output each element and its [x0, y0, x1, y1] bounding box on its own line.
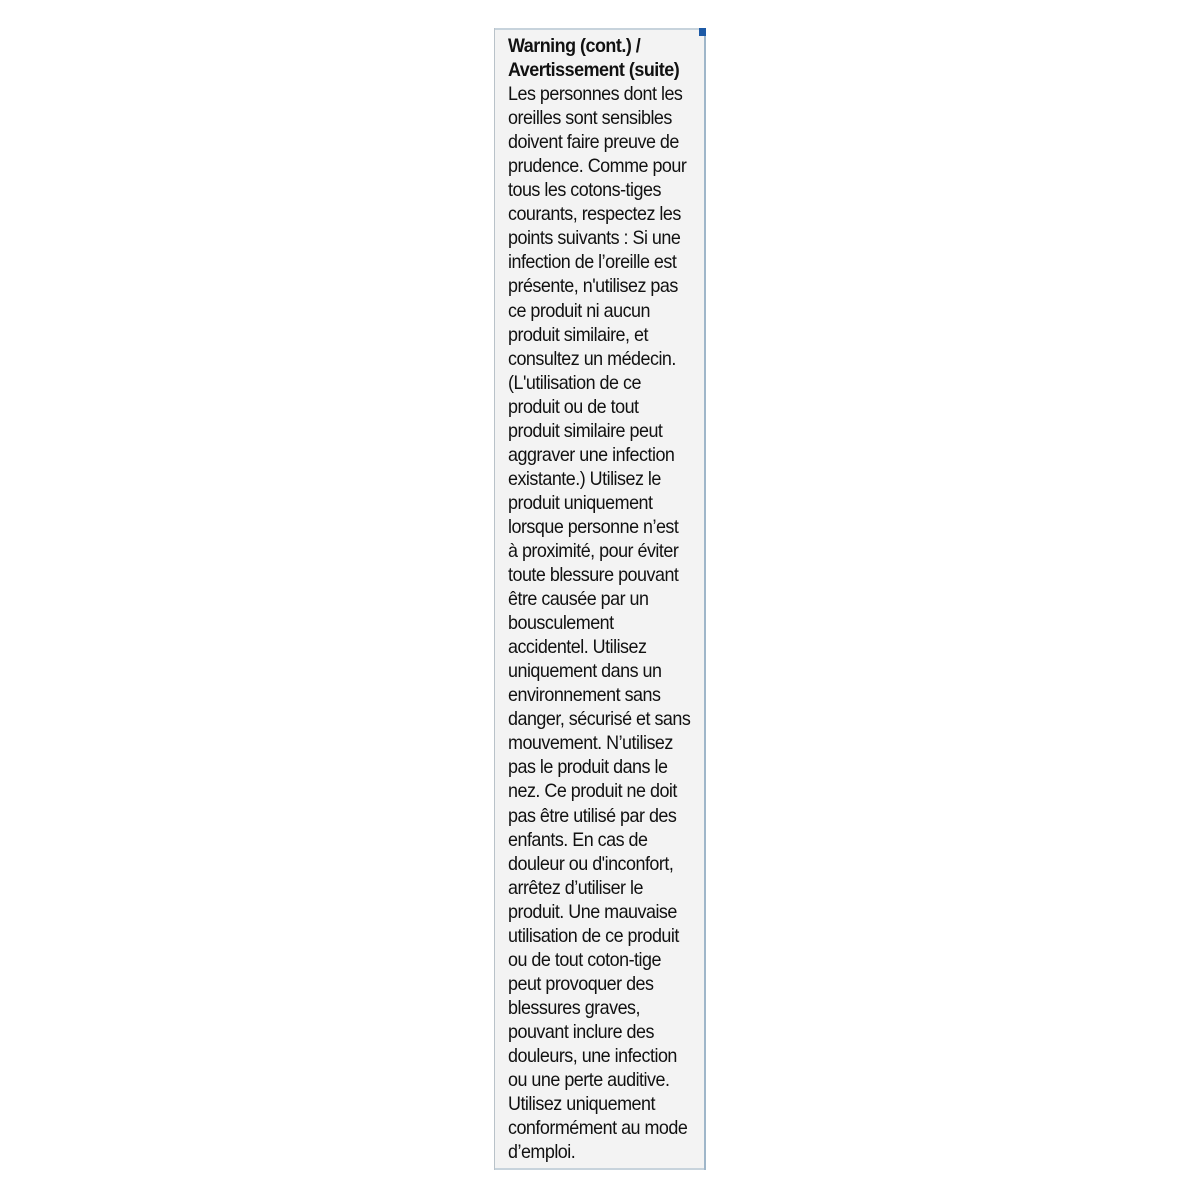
- warning-body-line: produit similaire, et: [508, 323, 648, 346]
- warning-body-line: lorsque personne n’est: [508, 515, 679, 538]
- warning-body: [508, 82, 691, 1164]
- warning-body-line: Utilisez uniquement: [508, 1093, 655, 1116]
- warning-body-line: ou une perte auditive.: [508, 1069, 670, 1092]
- warning-body-line: ce produit ni aucun: [508, 299, 650, 322]
- warning-body-line: utilisation de ce produit: [508, 924, 679, 947]
- warning-body-line: peut provoquer des: [508, 972, 654, 995]
- warning-body-line: mouvement. N’utilisez: [508, 732, 673, 755]
- warning-body-line: conformément au mode: [508, 1117, 688, 1140]
- warning-body-line: douleur ou d'inconfort,: [508, 852, 674, 875]
- warning-body-line: existante.) Utilisez le: [508, 467, 661, 490]
- warning-body-line: produit ou de tout: [508, 395, 639, 418]
- warning-body-line: doivent faire preuve de: [508, 131, 679, 154]
- warning-body-line: produit similaire peut: [508, 419, 663, 442]
- warning-body-line: Les personnes dont les: [508, 83, 683, 106]
- warning-body-line: d’emploi.: [508, 1141, 576, 1164]
- warning-body-line: nez. Ce produit ne doit: [508, 780, 677, 803]
- warning-body-line: bousculement: [508, 612, 614, 635]
- warning-body-line: prudence. Comme pour: [508, 155, 687, 178]
- warning-body-line: présente, n'utilisez pas: [508, 275, 678, 298]
- panel-corner-accent: [699, 28, 706, 36]
- warning-body-line: points suivants : Si une: [508, 227, 681, 250]
- warning-heading-line: Avertissement (suite): [508, 59, 680, 82]
- warning-body-line: danger, sécurisé et sans: [508, 708, 691, 731]
- warning-body-line: ou de tout coton-tige: [508, 948, 661, 971]
- warning-body-line: toute blessure pouvant: [508, 564, 679, 587]
- warning-body-line: oreilles sont sensibles: [508, 107, 672, 130]
- warning-text-block: [508, 34, 691, 1164]
- warning-body-line: accidentel. Utilisez: [508, 636, 647, 659]
- warning-body-line: douleurs, une infection: [508, 1044, 677, 1067]
- warning-body-line: infection de l’oreille est: [508, 251, 677, 274]
- warning-body-line: aggraver une infection: [508, 443, 675, 466]
- warning-body-line: pouvant inclure des: [508, 1020, 654, 1043]
- warning-body-line: tous les cotons-tiges: [508, 179, 661, 202]
- warning-body-line: pas être utilisé par des: [508, 804, 677, 827]
- warning-body-line: (L'utilisation de ce: [508, 371, 641, 394]
- panel-top-edge: [495, 28, 704, 30]
- warning-body-line: consultez un médecin.: [508, 347, 676, 370]
- panel-bottom-edge: [495, 1168, 704, 1170]
- warning-body-line: produit uniquement: [508, 491, 653, 514]
- warning-heading-line: Warning (cont.) /: [508, 35, 641, 57]
- warning-body-line: à proximité, pour éviter: [508, 539, 679, 562]
- warning-panel: [494, 28, 706, 1170]
- warning-body-line: produit. Une mauvaise: [508, 900, 677, 923]
- warning-body-line: blessures graves,: [508, 996, 641, 1019]
- warning-body-line: arrêtez d’utiliser le: [508, 876, 643, 899]
- warning-body-line: être causée par un: [508, 588, 649, 611]
- warning-body-line: pas le produit dans le: [508, 756, 668, 779]
- warning-body-line: uniquement dans un: [508, 660, 662, 683]
- warning-body-line: environnement sans: [508, 684, 661, 707]
- warning-body-line: enfants. En cas de: [508, 828, 648, 851]
- warning-body-line: courants, respectez les: [508, 203, 681, 226]
